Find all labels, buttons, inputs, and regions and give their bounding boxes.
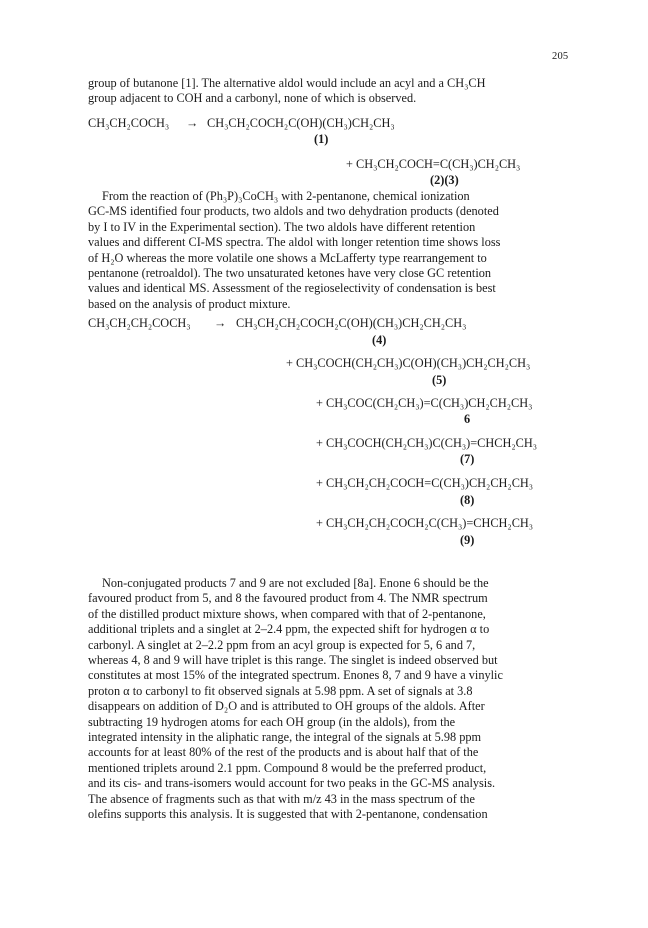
text-line: values and identical MS. Assessment of the regioselectivity of condensation is best	[88, 281, 496, 296]
scheme2-label-7: (7)	[460, 452, 475, 466]
scheme2-label-9: (9)	[460, 533, 475, 547]
scheme2-reactant: CH₃CH₂CH₂COCH₃	[88, 316, 191, 330]
text-line: by I to IV in the Experimental section). The two aldols have different retention	[88, 219, 476, 234]
scheme1-product2: + CH₃CH₂COCH=C(CH₃)CH₂CH₃	[346, 157, 521, 171]
scheme2-label-8: (8)	[460, 493, 475, 507]
text-line: GC-MS identified four products, two aldols and two dehydration products (denoted	[88, 204, 499, 219]
text-line: of H₂O whereas the more volatile one shows a McLafferty type rearrangement to	[88, 250, 487, 265]
text-line: group of butanone [1]. The alternative aldol would include an acyl and a CH₃CH	[88, 76, 486, 90]
text-line: pentanone (retroaldol). The two unsaturated ketones have very close GC retention	[88, 266, 492, 281]
text-line: olefins supports this analysis. It is suggested that with 2-pentanone, condensation	[88, 807, 488, 822]
text-line: Non-conjugated products 7 and 9 are not excluded [8a]. Enone 6 should be the	[102, 576, 489, 590]
text-line: The absence of fragments such as that with m/z 43 in the mass spectrum of the	[88, 791, 475, 806]
paragraph-1	[88, 189, 566, 312]
text-line: favoured product from 5, and 8 the favoured product from 4. The NMR spectrum	[88, 591, 488, 606]
text-line: additional triplets and a singlet at 2–2.4 ppm, the expected shift for hydrogen α to	[88, 622, 490, 637]
scheme2-label-5: (5)	[432, 373, 447, 387]
text-line: disappears on addition of D₂O and is attributed to OH groups of the aldols. After	[88, 699, 485, 714]
text-line: carbonyl. A singlet at 2–2.2 ppm from an acyl group is expected for 5, 6 and 7,	[88, 637, 476, 652]
text-line: values and different CI-MS spectra. The aldol with longer retention time shows loss	[88, 235, 501, 250]
scheme1-reactant: CH₃CH₂COCH₃	[88, 116, 170, 130]
scheme2-product-6: + CH₃COC(CH₂CH₃)=C(CH₃)CH₂CH₂CH₃	[316, 396, 533, 410]
page-number: 205	[552, 51, 569, 62]
scheme2-label-6: 6	[464, 412, 471, 426]
text-line: proton α to carbonyl to fit observed signals at 5.98 ppm. A set of signals at 3.8	[88, 683, 473, 698]
scheme2-product-9: + CH₃CH₂CH₂COCH₂C(CH₃)=CHCH₂CH₃	[316, 516, 534, 530]
scheme2-arrow: →	[214, 316, 227, 330]
text-line: integrated intensity in the aliphatic range, the integral of the signals at 5.98 ppm	[88, 730, 482, 745]
scheme2-product-5: + CH₃COCH(CH₂CH₃)C(OH)(CH₃)CH₂CH₂CH₃	[286, 356, 531, 370]
text-line: constitutes at most 15% of the integrated spectrum. Enones 8, 7 and 9 have a vinylic	[88, 668, 503, 683]
text-line: of the distilled product mixture shows, when compared with that of 2-pentanone,	[88, 606, 486, 621]
scheme1-product1: CH₃CH₂COCH₂C(OH)(CH₃)CH₂CH₃	[207, 116, 395, 130]
scheme2-product-8: + CH₃CH₂CH₂COCH=C(CH₃)CH₂CH₂CH₃	[316, 476, 534, 490]
text-line: mentioned triplets around 2.1 ppm. Compound 8 would be the preferred product,	[88, 760, 487, 775]
scheme2-product-7: + CH₃COCH(CH₂CH₃)C(CH₃)=CHCH₂CH₃	[316, 436, 537, 450]
scheme2-product-4: CH₃CH₂CH₂COCH₂C(OH)(CH₃)CH₂CH₂CH₃	[236, 316, 467, 330]
intro-paragraph	[88, 76, 566, 107]
text-line: From the reaction of (Ph₃P)₃CoCH₃ with 2-pentanone, chemical ionization	[102, 189, 470, 203]
paragraph-2	[88, 576, 566, 823]
text-line: group adjacent to COH and a carbonyl, none of which is observed.	[88, 91, 417, 106]
scheme1-label2: (2)(3)	[430, 173, 459, 187]
text-line: accounts for at least 80% of the rest of the products and is about half that of the	[88, 745, 479, 760]
text-line: and its cis- and trans-isomers would account for two peaks in the GC-MS analysis.	[88, 776, 496, 791]
scheme2-label-4: (4)	[372, 333, 387, 347]
text-line: whereas 4, 8 and 9 will have triplet is this range. The singlet is indeed observed but	[88, 653, 498, 668]
text-line: based on the analysis of product mixture.	[88, 296, 291, 311]
text-line: subtracting 19 hydrogen atoms for each OH group (in the aldols), from the	[88, 714, 456, 729]
scheme1-arrow: →	[186, 116, 199, 130]
scheme1-label1: (1)	[314, 132, 329, 146]
